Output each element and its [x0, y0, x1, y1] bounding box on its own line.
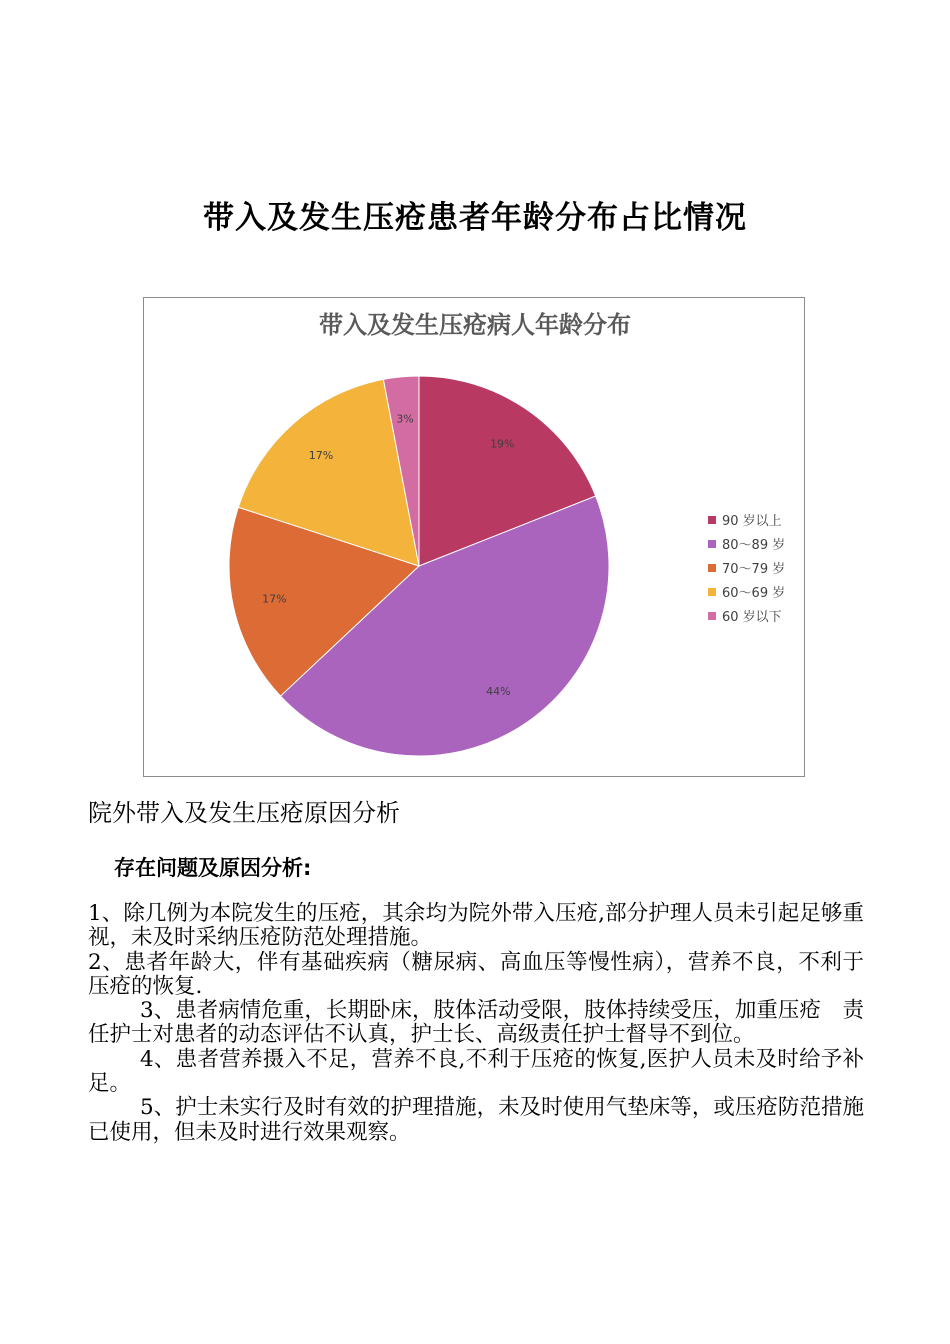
slice-data-label: 19% — [490, 437, 515, 451]
pie-chart — [143, 297, 805, 777]
legend-swatch — [708, 612, 716, 620]
slice-data-label: 44% — [486, 685, 511, 699]
chart-title: 带入及发生压疮病人年龄分布 — [319, 310, 631, 339]
legend-label: 90 岁以上 — [722, 514, 782, 529]
section-heading: 院外带入及发生压疮原因分析 — [88, 799, 400, 827]
legend-label: 60 岁以下 — [722, 610, 782, 625]
paragraph-2: 2、患者年龄大，伴有基础疾病（糖尿病、高血压等慢性病），营养不良，不利于压疮的恢复. — [88, 949, 864, 999]
analysis-text — [88, 902, 864, 1145]
pie-chart-svg — [144, 298, 806, 778]
legend-swatch — [708, 564, 716, 572]
legend-label: 80～89 岁 — [722, 538, 786, 553]
paragraph-1: 1、除几例为本院发生的压疮，其余均为院外带入压疮,部分护理人员未引起足够重视，未及时采纳压疮防范处理措施。 — [88, 901, 864, 951]
slice-data-label: 17% — [262, 592, 287, 606]
legend-swatch — [708, 588, 716, 596]
page-title: 带入及发生压疮患者年龄分布占比情况 — [203, 200, 747, 236]
legend-swatch — [708, 516, 716, 524]
legend-label: 60～69 岁 — [722, 586, 786, 601]
paragraph-4: 4、患者营养摄入不足，营养不良,不利于压疮的恢复,医护人员未及时给予补足。 — [88, 1046, 864, 1097]
paragraph-3: 3、患者病情危重，长期卧床，肢体活动受限，肢体持续受压，加重压疮 责任护士对患者的动态评估不认真，护士长、高级责任护士督导不到位。 — [88, 998, 864, 1048]
slice-data-label: 3% — [396, 412, 414, 426]
legend-label: 70～79 岁 — [722, 562, 786, 577]
sub-heading: 存在问题及原因分析: — [114, 856, 312, 880]
legend-swatch — [708, 540, 716, 548]
paragraph-5: 5、护士未实行及时有效的护理措施，未及时使用气垫床等，或压疮防范措施已使用，但未及时进行效果观察。 — [88, 1095, 864, 1145]
slice-data-label: 17% — [308, 448, 334, 462]
